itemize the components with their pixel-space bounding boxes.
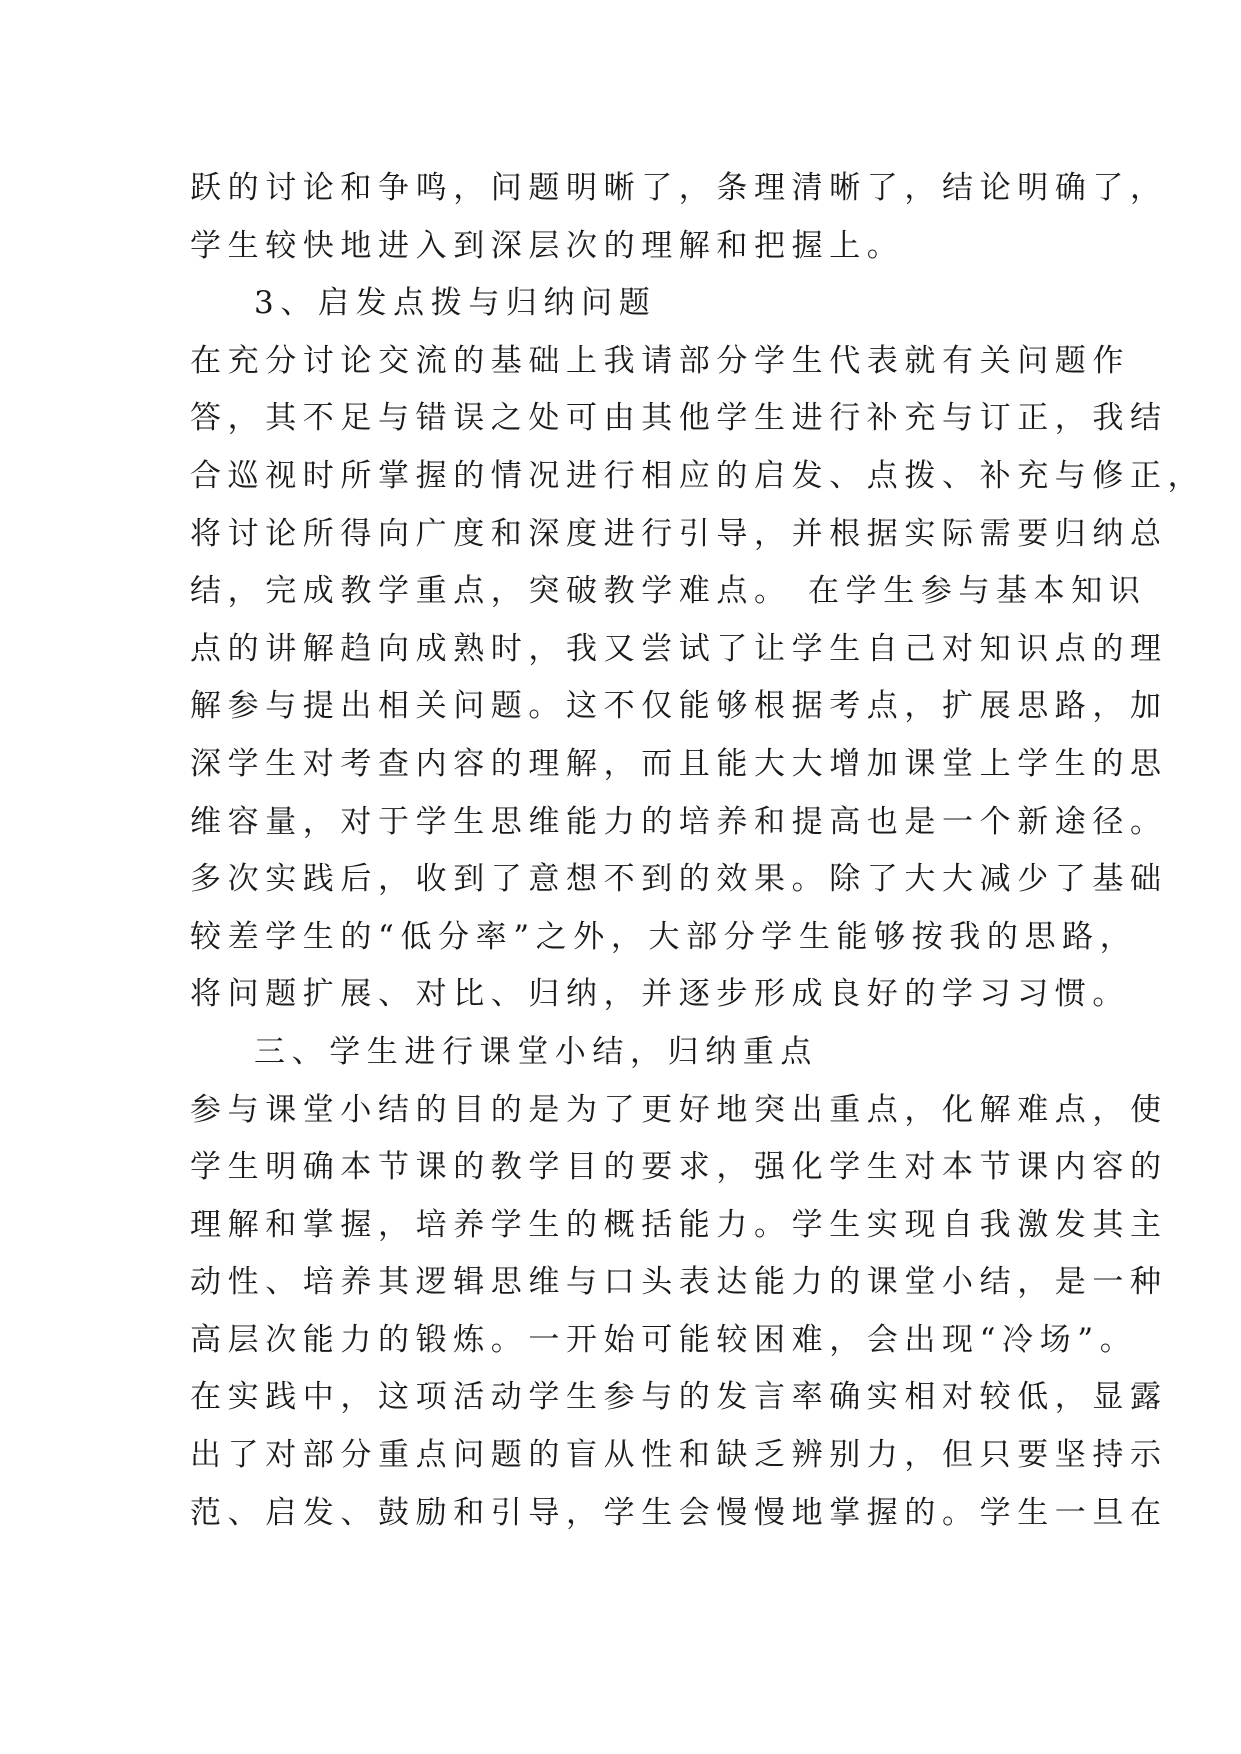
text-line: 参与课堂小结的目的是为了更好地突出重点，化解难点，使 (190, 1091, 1168, 1128)
text-line: 将讨论所得向广度和深度进行引导，并根据实际需要归纳总 (190, 515, 1168, 552)
text-line: 动性、培养其逻辑思维与口头表达能力的课堂小结，是一种 (190, 1264, 1168, 1301)
text-line: 在实践中，这项活动学生参与的发言率确实相对较低，显露 (190, 1379, 1168, 1416)
text-line: 出了对部分重点问题的盲从性和缺乏辨别力，但只要坚持示 (190, 1437, 1168, 1474)
text-line: 解参与提出相关问题。这不仅能够根据考点，扩展思路，加 (190, 688, 1168, 725)
text-line: 合巡视时所掌握的情况进行相应的启发、点拨、补充与修正， (190, 457, 1206, 494)
text-line: 跃的讨论和争鸣，问题明晰了，条理清晰了，结论明确了， (190, 170, 1168, 206)
text-line: 深学生对考查内容的理解，而且能大大增加课堂上学生的思 (190, 745, 1168, 782)
text-line: 高层次能力的锻炼。一开始可能较困难，会出现“冷场”。 (190, 1321, 1138, 1358)
text-line: 点的讲解趋向成熟时，我又尝试了让学生自己对知识点的理 (190, 630, 1168, 667)
text-line: 将问题扩展、对比、归纳，并逐步形成良好的学习习惯。 (190, 976, 1130, 1013)
text-line: 学生较快地进入到深层次的理解和把握上。 (190, 227, 905, 264)
text-line: 范、启发、鼓励和引导，学生会慢慢地掌握的。学生一旦在 (190, 1494, 1168, 1531)
text-line: 理解和掌握，培养学生的概括能力。学生实现自我激发其主 (190, 1206, 1168, 1243)
document-body (190, 160, 1206, 1542)
text-line: 较差学生的“低分率”之外，大部分学生能够按我的思路， (190, 918, 1138, 955)
text-line: 答，其不足与错误之处可由其他学生进行补充与订正，我结 (190, 400, 1168, 437)
text-line: 学生明确本节课的教学目的要求，强化学生对本节课内容的 (190, 1149, 1168, 1186)
section-heading: 3、启发点拨与归纳问题 (254, 285, 657, 322)
section-heading: 三、学生进行课堂小结，归纳重点 (254, 1033, 818, 1070)
text-line: 在充分讨论交流的基础上我请部分学生代表就有关问题作 (190, 342, 1130, 379)
text-line: 多次实践后，收到了意想不到的效果。除了大大减少了基础 (190, 861, 1168, 898)
text-line: 维容量，对于学生思维能力的培养和提高也是一个新途径。 (190, 803, 1168, 840)
text-line: 结，完成教学重点，突破教学难点。 在学生参与基本知识 (190, 573, 1147, 610)
